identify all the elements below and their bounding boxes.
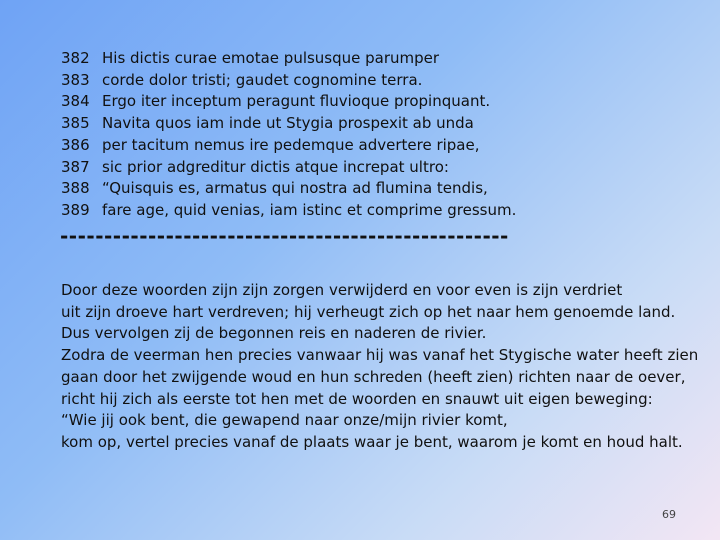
latin-line [61,178,516,200]
dutch-line: “Wie jij ook bent, die gewapend naar onze/mijn rivier komt, [61,411,508,430]
dutch-line: kom op, vertel precies vanaf de plaats waar je bent, waarom je komt en houd halt. [61,432,683,451]
latin-line-text: sic prior adgreditur dictis atque increpat ultro: [102,157,449,176]
dutch-line: uit zijn droeve hart verdreven; hij verheugt zich op het naar hem genoemde land. [61,302,676,321]
latin-line [61,113,516,135]
latin-line [61,70,516,92]
line-number: 384 [61,92,90,111]
latin-line [61,157,516,179]
dutch-line: richt hij zich als eerste tot hen met de woorden en snauwt uit eigen beweging: [61,389,653,408]
latin-line-text: corde dolor tristi; gaudet cognomine terra. [102,70,423,89]
line-number: 389 [61,200,90,219]
dutch-line: Door deze woorden zijn zijn zorgen verwijderd en voor even is zijn verdriet [61,281,623,299]
latin-line [61,135,516,157]
line-number: 383 [61,70,90,89]
dutch-line: Zodra de veerman hen precies vanwaar hij was vanaf het Stygische water heeft zien [61,346,699,365]
latin-line-text: His dictis curae emotae pulsusque parumper [102,49,440,67]
latin-line-text: fare age, quid venias, iam istinc et comprime gressum. [102,200,517,219]
latin-line-text: Ergo iter inceptum peragunt fluvioque propinquant. [102,92,491,111]
dutch-translation-block [61,280,698,454]
page-number: 69 [662,508,676,521]
dutch-line: gaan door het zwijgende woud en hun schreden (heeft zien) richten naar de oever, [61,367,686,386]
latin-text-block [61,48,516,222]
latin-line-text: Navita quos iam inde ut Stygia prospexit ab unda [102,114,474,133]
line-number: 386 [61,135,90,154]
separator-dashes: --------------------------------------------------- [60,224,509,248]
latin-line [61,48,516,70]
dutch-line: Dus vervolgen zij de begonnen reis en naderen de rivier. [61,324,487,343]
latin-line-text: per tacitum nemus ire pedemque advertere ripae, [102,135,480,154]
latin-line-text: “Quisquis es, armatus qui nostra ad flumina tendis, [102,179,488,198]
line-number: 382 [61,49,90,67]
line-number: 385 [61,114,90,133]
latin-line [61,200,516,222]
line-number: 387 [61,157,90,176]
line-number: 388 [61,179,90,198]
latin-line [61,91,516,113]
